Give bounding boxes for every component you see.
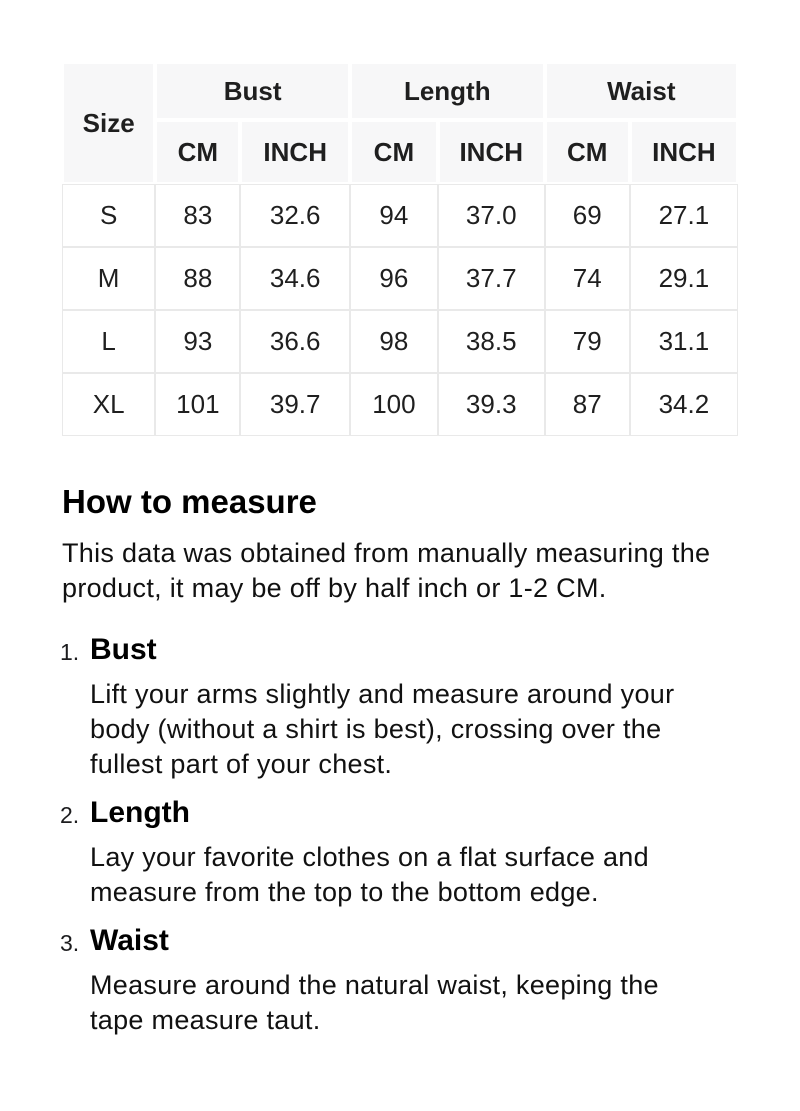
table-row-size-s [62, 184, 738, 247]
table-row-size-l [62, 310, 738, 373]
how-to-measure-heading: How to measure [62, 483, 317, 520]
size-chart-table [62, 62, 738, 436]
measurement-cell: 94 [350, 184, 438, 247]
measurement-cell: 39.7 [240, 373, 350, 436]
measurement-cell: 98 [350, 310, 438, 373]
measurement-cell: 87 [545, 373, 630, 436]
measurement-cell: 100 [350, 373, 438, 436]
measurement-cell: 34.2 [630, 373, 738, 436]
step-label: Length [90, 795, 190, 829]
size-cell: L [62, 310, 155, 373]
measurement-cell: 29.1 [630, 247, 738, 310]
measurement-cell: 32.6 [240, 184, 350, 247]
group-header-length: Length [350, 62, 545, 120]
measurement-cell: 83 [155, 184, 240, 247]
measurement-cell: 79 [545, 310, 630, 373]
unit-header-length-cm: CM [350, 120, 438, 184]
unit-header-bust-inch: INCH [240, 120, 350, 184]
measurement-cell: 37.7 [438, 247, 545, 310]
measure-step-waist [62, 923, 738, 1038]
measurement-cell: 101 [155, 373, 240, 436]
unit-header-bust-cm: CM [155, 120, 240, 184]
step-label: Bust [90, 632, 157, 666]
step-description: Measure around the natural waist, keeping the tape measure taut. [90, 969, 659, 1035]
measurement-cell: 31.1 [630, 310, 738, 373]
measure-steps-list [62, 632, 738, 1038]
measurement-cell: 27.1 [630, 184, 738, 247]
measurement-cell: 69 [545, 184, 630, 247]
table-row-size-xl [62, 373, 738, 436]
measure-step-bust [62, 632, 738, 782]
measurement-cell: 34.6 [240, 247, 350, 310]
size-cell: S [62, 184, 155, 247]
measurement-cell: 36.6 [240, 310, 350, 373]
measure-intro-text: This data was obtained from manually measuring the product, it may be off by half inch or 1-2 CM. [62, 537, 711, 603]
step-number: 3. [60, 929, 80, 956]
size-cell: M [62, 247, 155, 310]
size-column-header: Size [62, 62, 155, 184]
measurement-cell: 39.3 [438, 373, 545, 436]
measurement-cell: 88 [155, 247, 240, 310]
measurement-cell: 74 [545, 247, 630, 310]
group-header-waist: Waist [545, 62, 738, 120]
measure-step-length [62, 795, 738, 910]
measurement-cell: 37.0 [438, 184, 545, 247]
table-unit-header-row [62, 120, 738, 184]
step-number: 2. [60, 801, 80, 828]
unit-header-waist-inch: INCH [630, 120, 738, 184]
size-cell: XL [62, 373, 155, 436]
step-description: Lay your favorite clothes on a flat surface and measure from the top to the bottom edge. [90, 841, 649, 907]
measurement-cell: 96 [350, 247, 438, 310]
step-number: 1. [60, 638, 80, 665]
table-row-size-m [62, 247, 738, 310]
table-group-header-row [62, 62, 738, 120]
step-label: Waist [90, 923, 169, 957]
unit-header-waist-cm: CM [545, 120, 630, 184]
measurement-cell: 93 [155, 310, 240, 373]
step-description: Lift your arms slightly and measure around your body (without a shirt is best), crossing over the fullest part of your chest. [90, 678, 675, 779]
measurement-cell: 38.5 [438, 310, 545, 373]
group-header-bust: Bust [155, 62, 350, 120]
unit-header-length-inch: INCH [438, 120, 545, 184]
